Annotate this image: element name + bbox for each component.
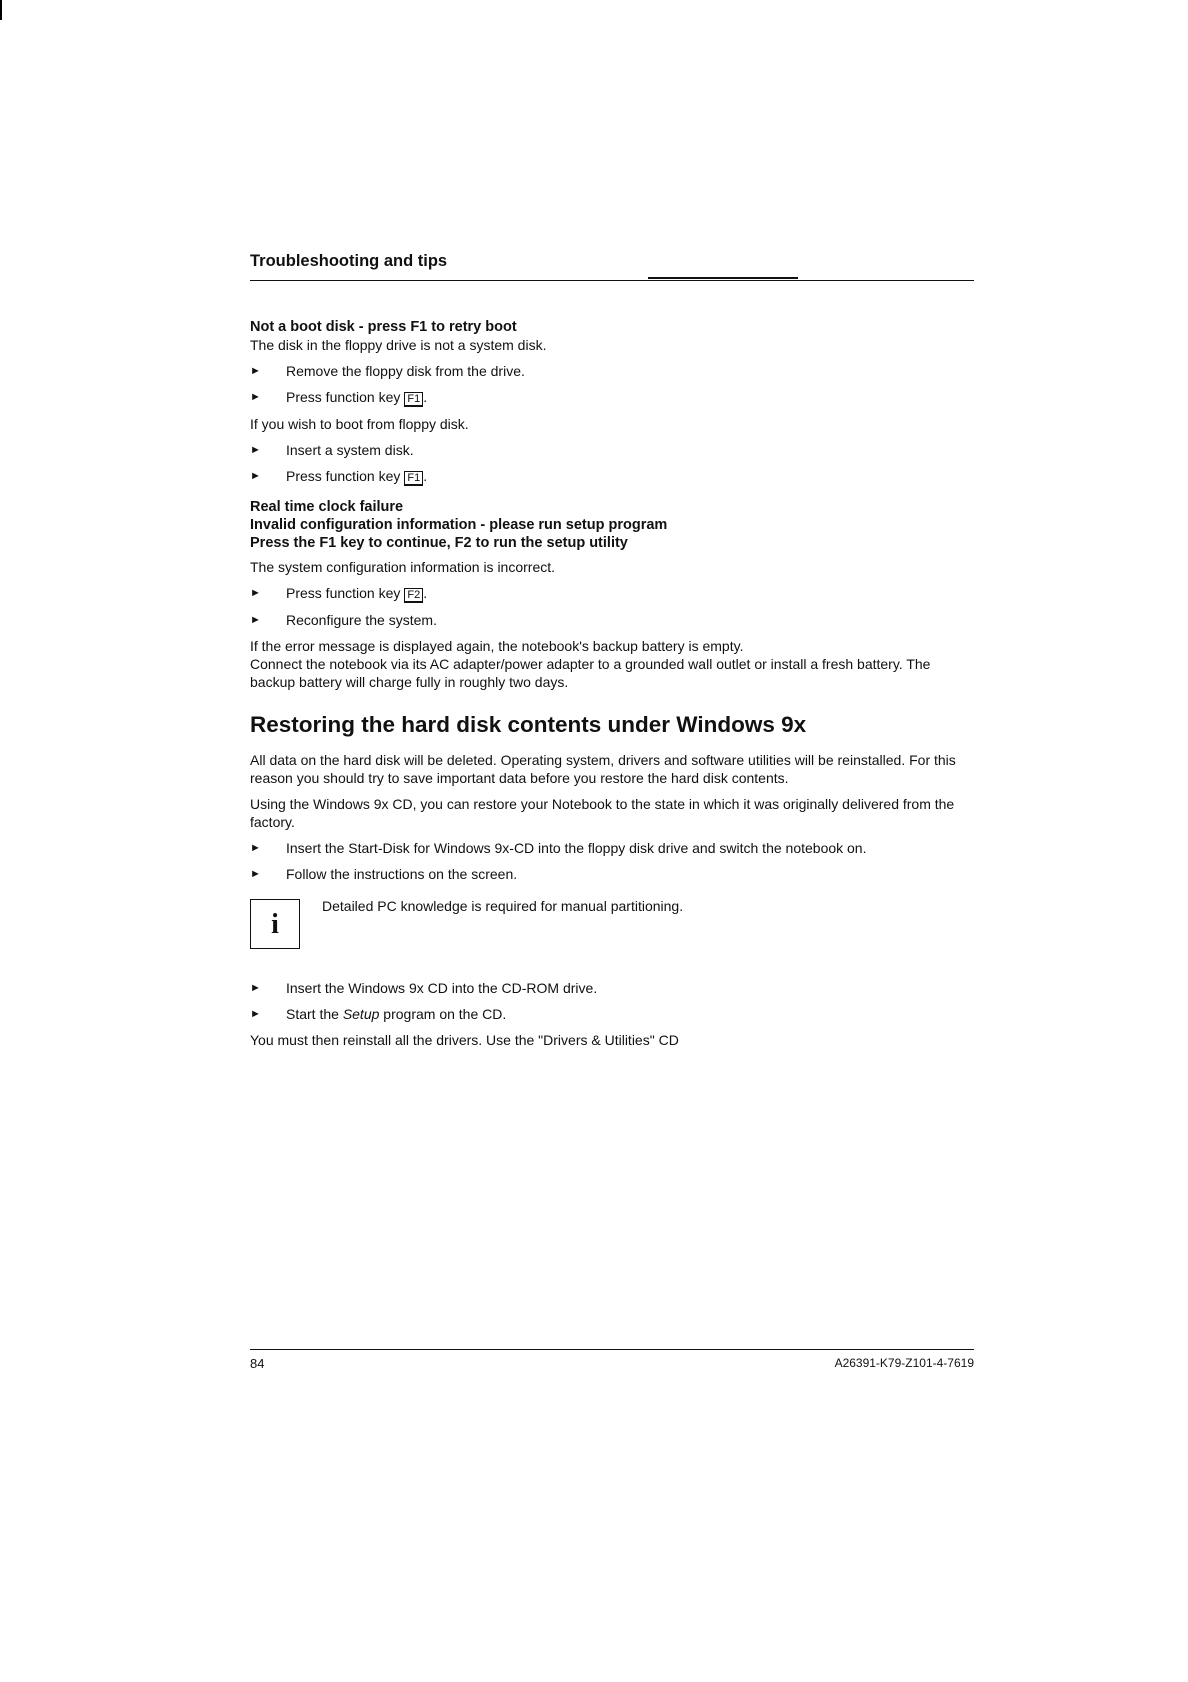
step-item: [250, 441, 974, 459]
bullet-arrow-icon: ►: [250, 587, 261, 599]
section-heading-rtc-line3: Press the F1 key to continue, F2 to run the setup utility: [250, 535, 628, 551]
step-text: Remove the floppy disk from the drive.: [286, 363, 525, 379]
paragraph: If you wish to boot from floppy disk.: [250, 416, 469, 432]
info-icon: i: [250, 899, 300, 949]
step-text-before: Start the: [286, 1006, 343, 1022]
step-item: ► Press function key F2 .: [250, 585, 428, 601]
paragraph: If the error message is displayed again, the notebook's backup battery is empty.: [250, 638, 744, 654]
document-id: A26391-K79-Z101-4-7619: [834, 1356, 974, 1370]
step-item: ► Press function key F1 .: [250, 389, 428, 405]
step-text: Press function key: [286, 468, 401, 484]
header-rule-accent: [648, 277, 798, 279]
section-heading-boot-disk: Not a boot disk - press F1 to retry boot: [250, 319, 517, 335]
step-item: ► Press function key F1 .: [250, 468, 428, 484]
keycap-f1: F1: [404, 471, 423, 486]
bullet-arrow-icon: ►: [250, 842, 261, 854]
scan-edge-mark: [0, 0, 2, 20]
step-text: Insert a system disk.: [286, 442, 414, 458]
bullet-arrow-icon: ►: [250, 470, 261, 482]
bullet-arrow-icon: ►: [250, 614, 261, 626]
step-item: [250, 839, 974, 857]
step-item: [250, 1005, 974, 1023]
keycap-f1: F1: [404, 392, 423, 407]
step-text: Follow the instructions on the screen.: [286, 866, 518, 882]
paragraph: All data on the hard disk will be deleted. Operating system, drivers and software utilities will be reinstalled. For this reason you should try to save important data before you restore the hard disk contents.: [250, 752, 956, 786]
bullet-arrow-icon: ►: [250, 982, 261, 994]
step-item: [250, 611, 974, 629]
paragraph: You must then reinstall all the drivers. Use the "Drivers & Utilities" CD: [250, 1032, 679, 1048]
bullet-arrow-icon: ►: [250, 868, 261, 880]
running-header: Troubleshooting and tips: [250, 252, 448, 270]
paragraph: The disk in the floppy drive is not a system disk.: [250, 337, 547, 353]
step-text: Press function key: [286, 389, 401, 405]
paragraph: Using the Windows 9x CD, you can restore your Notebook to the state in which it was originally delivered from the factory.: [250, 796, 955, 830]
step-item: [250, 362, 974, 380]
section-heading-rtc-line1: Real time clock failure: [250, 499, 404, 515]
step-item: [250, 865, 974, 883]
info-note-text: Detailed PC knowledge is required for manual partitioning.: [322, 898, 684, 914]
step-text: Reconfigure the system.: [286, 612, 437, 628]
header-rule: [250, 280, 974, 281]
bullet-arrow-icon: ►: [250, 391, 261, 403]
section-title-restore: Restoring the hard disk contents under Windows 9x: [250, 712, 807, 737]
program-name: Setup: [342, 1006, 380, 1022]
paragraph: Connect the notebook via its AC adapter/power adapter to a grounded wall outlet or install a fresh battery. The backup battery will charge fully in roughly two days.: [250, 656, 931, 690]
step-text: Press function key: [286, 585, 401, 601]
step-text-after: program on the CD.: [379, 1006, 507, 1022]
step-item: [250, 979, 974, 997]
bullet-arrow-icon: ►: [250, 444, 261, 456]
section-heading-rtc-line2: Invalid configuration information - please run setup program: [250, 517, 668, 533]
page-body: [250, 318, 974, 1057]
footer-rule: [250, 1349, 974, 1350]
step-text: Insert the Windows 9x CD into the CD-ROM drive.: [286, 980, 598, 996]
info-note: [250, 897, 974, 953]
paragraph: The system configuration information is incorrect.: [250, 559, 556, 575]
page-number: 84: [250, 1356, 265, 1371]
bullet-arrow-icon: ►: [250, 1008, 261, 1020]
step-text: Insert the Start-Disk for Windows 9x-CD into the floppy disk drive and switch the notebook on.: [286, 840, 867, 856]
keycap-f2: F2: [404, 588, 423, 603]
bullet-arrow-icon: ►: [250, 365, 261, 377]
